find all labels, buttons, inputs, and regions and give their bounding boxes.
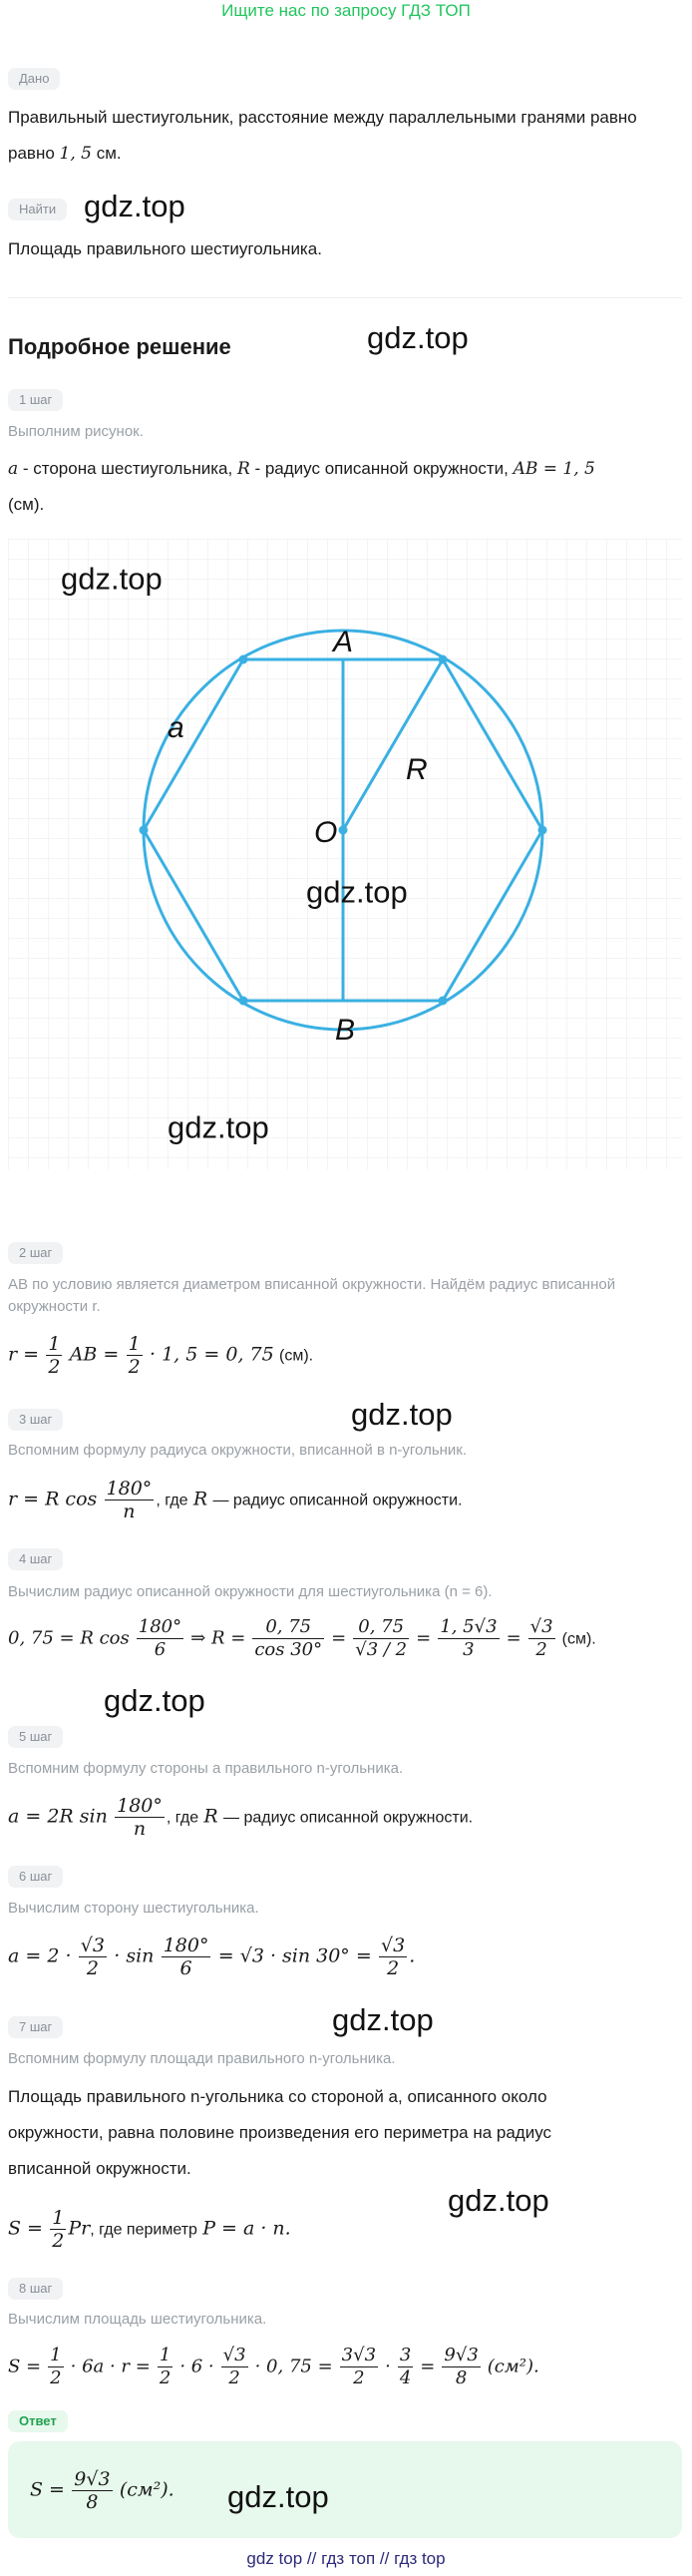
step-8-chip: 8 шаг	[8, 2278, 63, 2300]
step-1-hint: Выполним рисунок.	[8, 423, 144, 440]
step-6-chip: 6 шаг	[8, 1866, 63, 1888]
footer-links[interactable]: gdz top // гдз топ // гдз top	[246, 2549, 446, 2568]
step-2-formula: r = $\frac{1}{2}$ AB = $\frac{1}{2}$ · 1, 5 = 0, 75 (см).	[8, 1333, 314, 1378]
given-text: Правильный шестиугольник, расстояние между параллельными гранями равно равно 1, 5 см.	[8, 108, 637, 164]
step-7-formula: S = $\frac{1}{2}$ Pr, где периметр P = a · n.	[8, 2207, 291, 2252]
divider	[8, 297, 682, 298]
solution-title: Подробное решение	[8, 334, 231, 359]
search-banner: Ищите нас по запросу ГДЗ ТОП	[221, 1, 471, 20]
step-2-hint: AB по условию является диаметром вписанной окружности. Найдём радиус вписанной окружности r.	[8, 1276, 616, 1315]
given-unit: см.	[96, 144, 122, 163]
label-b-point: B	[335, 1014, 356, 1047]
step-6-formula: a = 2 · $\frac{√3}{2}$ · sin $\frac{180^\circ}{6}$ = √3 · sin 30° = $\frac{√3}{2}$ .	[8, 1934, 416, 1979]
step-5-formula: a = 2R sin $\frac{180^\circ}{n}$ , где R — радиус описанной окружности.	[8, 1795, 474, 1840]
watermark: gdz.top	[227, 2479, 329, 2514]
label-a-point: A	[333, 626, 354, 658]
step-8-formula: S = $\frac{1}{2}$ · 6a · r = $\frac{1}{2}$ · 6 · $\frac{√3}{2}$ · 0, 75 = $\frac{3√3}{2}$ · $\frac{3}{4}$ = $\frac{9√3}{8}$ (см²).	[8, 2345, 539, 2388]
answer-chip: Ответ	[8, 2410, 68, 2432]
step-5-hint: Вспомним формулу стороны a правильного n-угольника.	[8, 1760, 404, 1777]
watermark: gdz.top	[104, 1683, 205, 1718]
label-r: R	[406, 753, 428, 786]
hexagon-figure	[8, 539, 682, 1169]
step-4-chip: 4 шаг	[8, 1548, 63, 1570]
step-3-chip: 3 шаг	[8, 1409, 63, 1431]
watermark: gdz.top	[84, 189, 185, 223]
step-3-formula: r = R cos $\frac{180^\circ}{n}$ , где R — радиус описанной окружности.	[8, 1478, 463, 1522]
given-chip: Дано	[8, 68, 60, 90]
step-3-hint: Вспомним формулу радиуса окружности, вписанной в n-угольник.	[8, 1442, 468, 1459]
find-chip: Найти	[8, 199, 67, 220]
watermark: gdz.top	[61, 561, 163, 597]
watermark: gdz.top	[168, 1109, 269, 1145]
watermark: gdz.top	[351, 1397, 453, 1432]
step-4-formula: 0, 75 = R cos $\frac{180^\circ}{6}$ ⇒ R = $\frac{0, 75}{\cos 30^\circ}$ = $\frac{0, 75}{√3 / 2}$ = $\frac{1, 5√3}{3}$ = $\frac{√3}{2}$ (см).	[8, 1616, 596, 1660]
watermark: gdz.top	[332, 2002, 434, 2037]
step-1-text: a - сторона шестиугольника, R - радиус описанной окружности, AB = 1, 5 (см).	[8, 459, 595, 514]
step-7-chip: 7 шаг	[8, 2016, 63, 2038]
watermark: gdz.top	[448, 2183, 549, 2218]
step-7-text: Площадь правильного n-угольника со стороной a, описанного около окружности, равна половине произведения его периметра на радиус вписанной окружности.	[8, 2087, 552, 2178]
watermark: gdz.top	[367, 320, 469, 355]
step-5-chip: 5 шаг	[8, 1726, 63, 1748]
find-text: Площадь правильного шестиугольника.	[8, 239, 322, 258]
given-value: 1, 5	[59, 144, 92, 164]
step-6-hint: Вычислим сторону шестиугольника.	[8, 1900, 259, 1917]
step-8-hint: Вычислим площадь шестиугольника.	[8, 2311, 267, 2328]
step-4-hint: Вычислим радиус описанной окружности для шестиугольника (n = 6).	[8, 1583, 493, 1600]
answer-formula: S = $\frac{9√3}{8}$ (см²).	[30, 2468, 174, 2513]
label-side-a: a	[168, 711, 184, 744]
label-o-center: O	[314, 816, 338, 849]
step-2-chip: 2 шаг	[8, 1242, 63, 1264]
step-1-chip: 1 шаг	[8, 389, 63, 411]
step-7-hint: Вспомним формулу площади правильного n-угольника.	[8, 2050, 396, 2067]
watermark: gdz.top	[306, 874, 408, 910]
